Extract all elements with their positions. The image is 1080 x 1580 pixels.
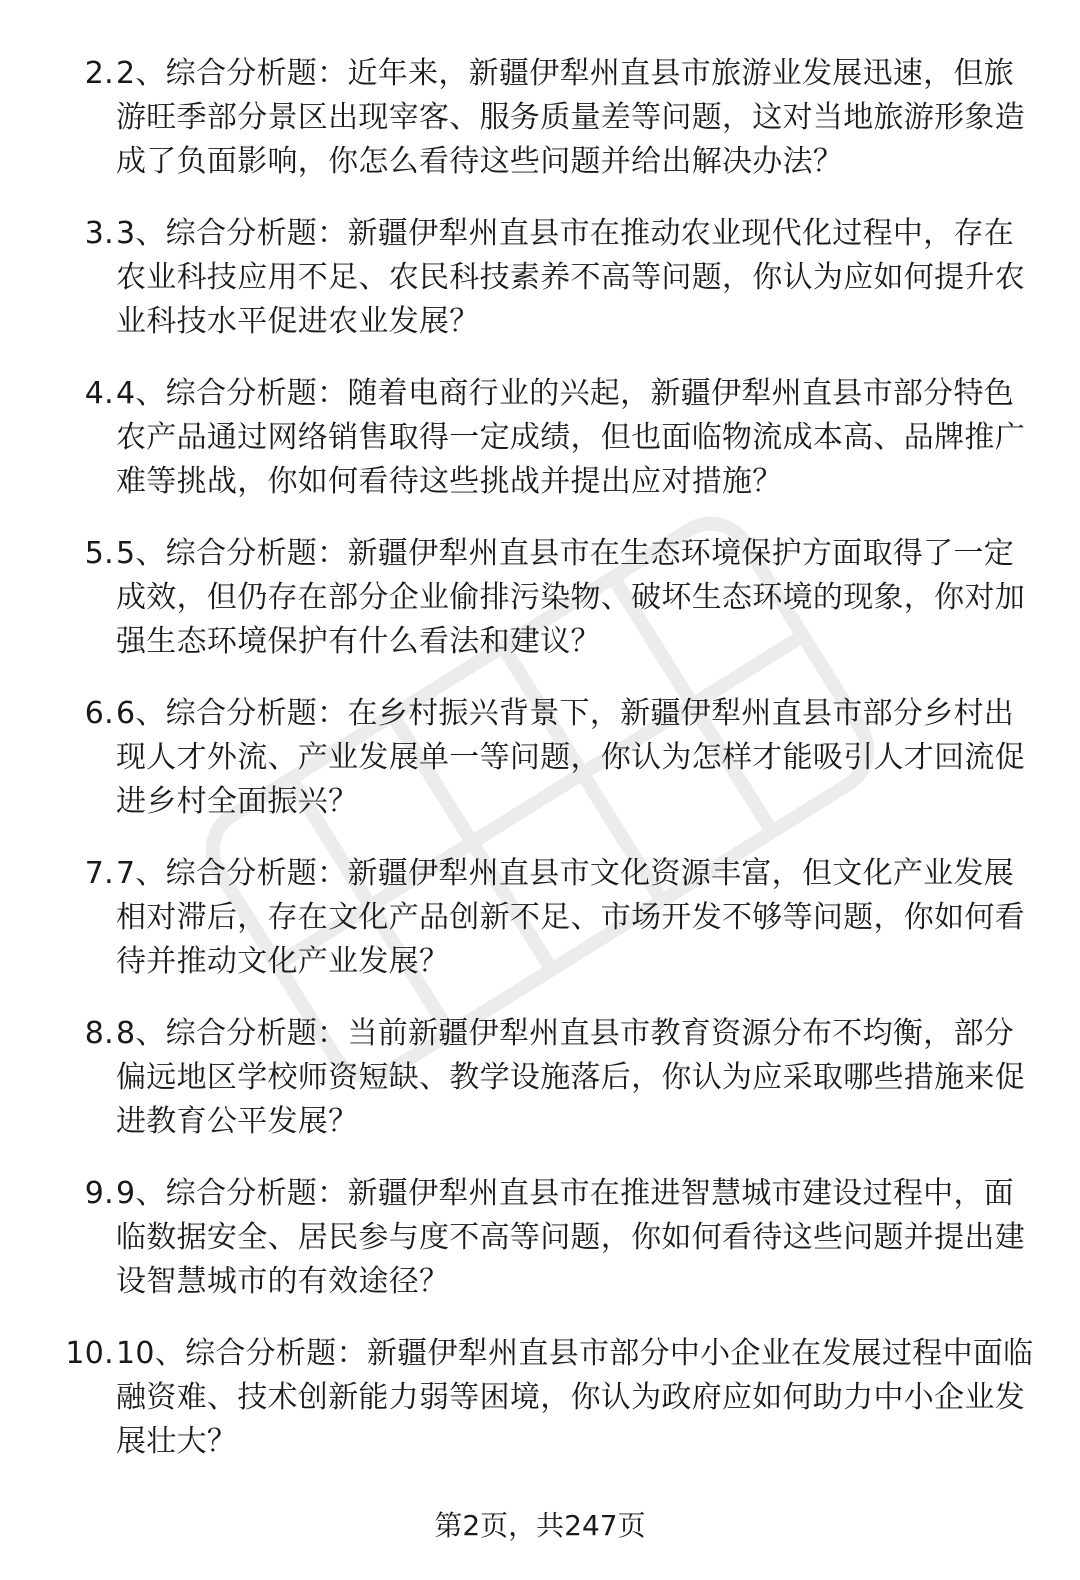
question-text: 4、综合分析题：随着电商行业的兴起，新疆伊犁州直县市部分特色农产品通过网络销售取得一定成绩，但也面临物流成本高、品牌推广难等挑战，你如何看待这些挑战并提出应对措施？: [116, 376, 1025, 499]
question-number: 6.: [84, 696, 114, 731]
question-text: 7、综合分析题：新疆伊犁州直县市文化资源丰富，但文化产业发展相对滞后，存在文化产品创新不足、市场开发不够等问题，你如何看待并推动文化产业发展？: [116, 856, 1025, 979]
question-text: 3、综合分析题：新疆伊犁州直县市在推动农业现代化过程中，存在农业科技应用不足、农民科技素养不高等问题，你认为应如何提升农业科技水平促进农业发展？: [116, 216, 1025, 339]
page-footer: [0, 1506, 1080, 1546]
page-number-label: 第2页，共247页: [434, 1509, 646, 1542]
question-number: 8.: [84, 1016, 114, 1051]
list-item: [0, 1012, 1080, 1144]
question-text: 8、综合分析题：当前新疆伊犁州直县市教育资源分布不均衡，部分偏远地区学校师资短缺、教学设施落后，你认为应采取哪些措施来促进教育公平发展？: [116, 1016, 1025, 1139]
question-text: 5、综合分析题：新疆伊犁州直县市在生态环境保护方面取得了一定成效，但仍存在部分企业偷排污染物、破坏生态环境的现象，你对加强生态环境保护有什么看法和建议？: [116, 536, 1025, 659]
list-item: [0, 372, 1080, 504]
question-number: 2.: [84, 56, 114, 91]
list-item: [0, 1172, 1080, 1304]
question-number: 9.: [84, 1176, 114, 1211]
list-item: [0, 52, 1080, 184]
question-list: [0, 52, 1080, 1492]
question-number: 3.: [84, 216, 114, 251]
question-text: 6、综合分析题：在乡村振兴背景下，新疆伊犁州直县市部分乡村出现人才外流、产业发展单一等问题，你认为怎样才能吸引人才回流促进乡村全面振兴？: [116, 696, 1025, 819]
list-item: [0, 532, 1080, 664]
question-text: 10、综合分析题：新疆伊犁州直县市部分中小企业在发展过程中面临融资难、技术创新能力弱等困境，你认为政府应如何助力中小企业发展壮大？: [116, 1336, 1034, 1459]
list-item: [0, 1332, 1080, 1464]
question-number: 5.: [84, 536, 114, 571]
question-number: 7.: [84, 856, 114, 891]
question-text: 9、综合分析题：新疆伊犁州直县市在推进智慧城市建设过程中，面临数据安全、居民参与度不高等问题，你如何看待这些问题并提出建设智慧城市的有效途径？: [116, 1176, 1025, 1299]
question-number: 10.: [65, 1336, 114, 1371]
question-number: 4.: [84, 376, 114, 411]
list-item: [0, 852, 1080, 984]
list-item: [0, 212, 1080, 344]
list-item: [0, 692, 1080, 824]
question-text: 2、综合分析题：近年来，新疆伊犁州直县市旅游业发展迅速，但旅游旺季部分景区出现宰客、服务质量差等问题，这对当地旅游形象造成了负面影响，你怎么看待这些问题并给出解决办法？: [116, 56, 1025, 179]
